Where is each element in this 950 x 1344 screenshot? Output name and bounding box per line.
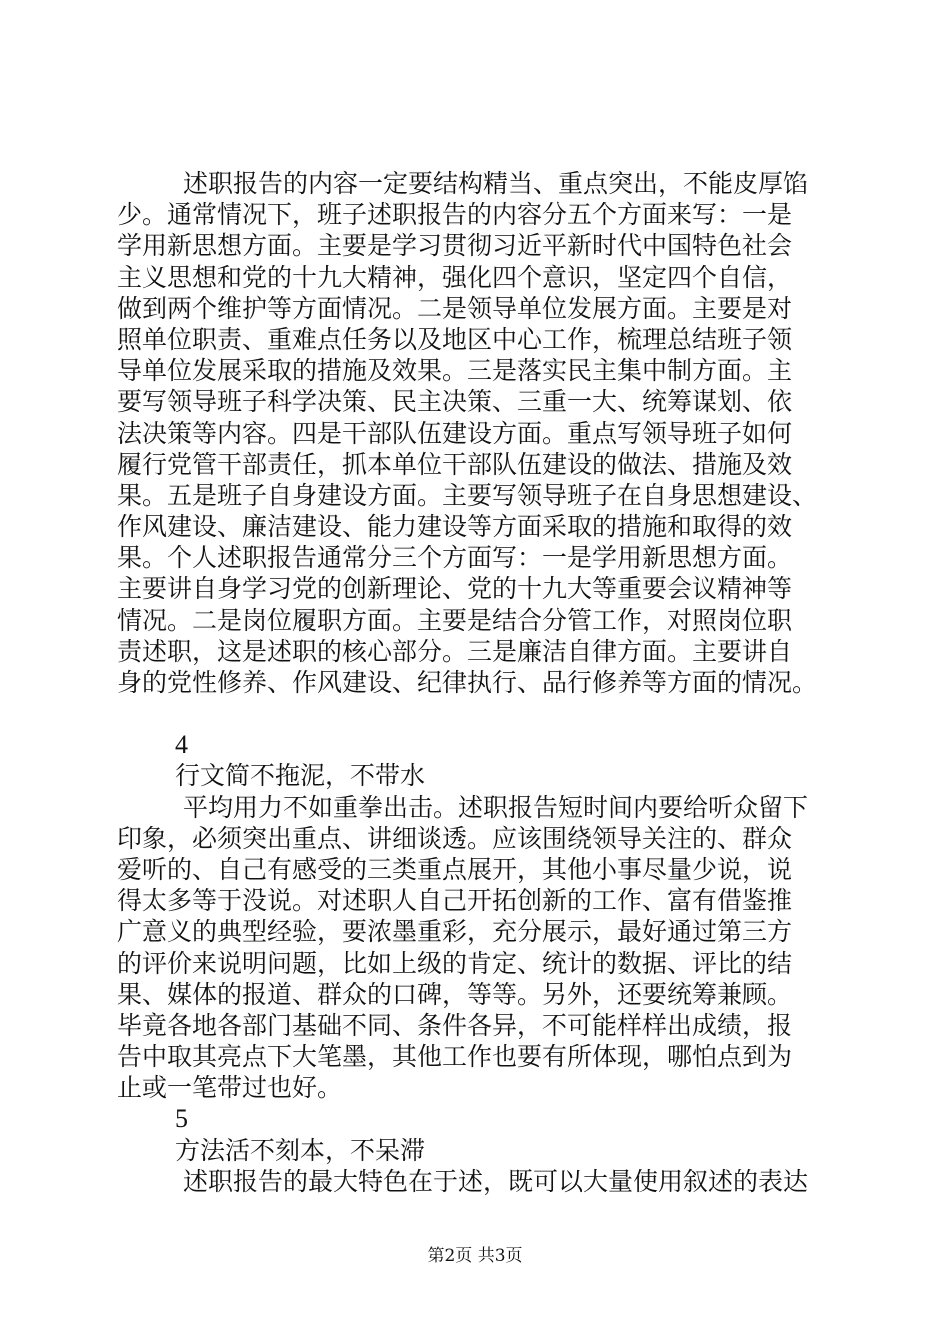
text-line: 少。通常情况下，班子述职报告的内容分五个方面来写：一是 [117, 200, 793, 230]
text-line: 爱听的、自己有感受的三类重点展开，其他小事尽量少说，说 [117, 854, 793, 884]
text-line: 述职报告的最大特色在于述，既可以大量使用叙述的表达 [183, 1166, 809, 1196]
text-line: 作风建设、廉洁建设、能力建设等方面采取的措施和取得的效 [117, 512, 793, 542]
text-line: 责述职，这是述职的核心部分。三是廉洁自律方面。主要讲自 [117, 636, 793, 666]
section-heading: 方法活不刻本，不呆滞 [175, 1135, 426, 1165]
text-line: 广意义的典型经验，要浓墨重彩，充分展示，最好通过第三方 [117, 917, 793, 947]
section-number: 4 [175, 730, 188, 760]
paragraph-concise [117, 792, 857, 1104]
paragraph-structure [117, 168, 857, 698]
text-line: 要写领导班子科学决策、民主决策、三重一大、统筹谋划、依 [117, 387, 793, 417]
text-line: 学用新思想方面。主要是学习贯彻习近平新时代中国特色社会 [117, 231, 793, 261]
text-line: 情况。二是岗位履职方面。主要是结合分管工作，对照岗位职 [117, 605, 793, 635]
text-line: 述职报告的内容一定要结构精当、重点突出，不能皮厚馅 [183, 169, 809, 198]
text-line: 导单位发展采取的措施及效果。三是落实民主集中制方面。主 [117, 356, 793, 386]
text-line: 得太多等于没说。对述职人自己开拓创新的工作、富有借鉴推 [117, 886, 793, 916]
text-line: 告中取其亮点下大笔墨，其他工作也要有所体现，哪怕点到为 [117, 1042, 793, 1072]
section-number: 5 [175, 1104, 188, 1134]
text-line: 主义思想和党的十九大精神，强化四个意识，坚定四个自信， [117, 262, 793, 292]
document-body [117, 168, 857, 1197]
text-line: 果、媒体的报道、群众的口碑，等等。另外，还要统筹兼顾。 [117, 979, 793, 1009]
text-line: 法决策等内容。四是干部队伍建设方面。重点写领导班子如何 [117, 418, 793, 448]
paragraph-method [117, 1166, 857, 1197]
text-line: 主要讲自身学习党的创新理论、党的十九大等重要会议精神等 [117, 574, 793, 604]
text-line: 毕竟各地各部门基础不同、条件各异，不可能样样出成绩，报 [117, 1010, 793, 1040]
paragraph-spacer [117, 698, 857, 729]
text-line: 印象，必须突出重点、讲细谈透。应该围绕领导关注的、群众 [117, 823, 793, 853]
text-line: 果。个人述职报告通常分三个方面写：一是学用新思想方面。 [117, 543, 793, 573]
text-line: 照单位职责、重难点任务以及地区中心工作，梳理总结班子领 [117, 324, 793, 354]
section-heading: 行文简不拖泥，不带水 [175, 761, 426, 791]
text-line: 的评价来说明问题，比如上级的肯定、统计的数据、评比的结 [117, 948, 793, 978]
text-line: 履行党管干部责任，抓本单位干部队伍建设的做法、措施及效 [117, 449, 793, 479]
text-line: 果。五是班子自身建设方面。主要写领导班子在自身思想建设、 [117, 480, 818, 510]
text-line: 身的党性修养、作风建设、纪律执行、品行修养等方面的情况。 [117, 668, 818, 697]
text-line: 平均用力不如重拳出击。述职报告短时间内要给听众留下 [183, 792, 809, 822]
page-footer: 第2页 共3页 [427, 1246, 523, 1266]
text-line: 做到两个维护等方面情况。二是领导单位发展方面。主要是对 [117, 293, 793, 323]
text-line: 止或一笔带过也好。 [117, 1073, 343, 1103]
